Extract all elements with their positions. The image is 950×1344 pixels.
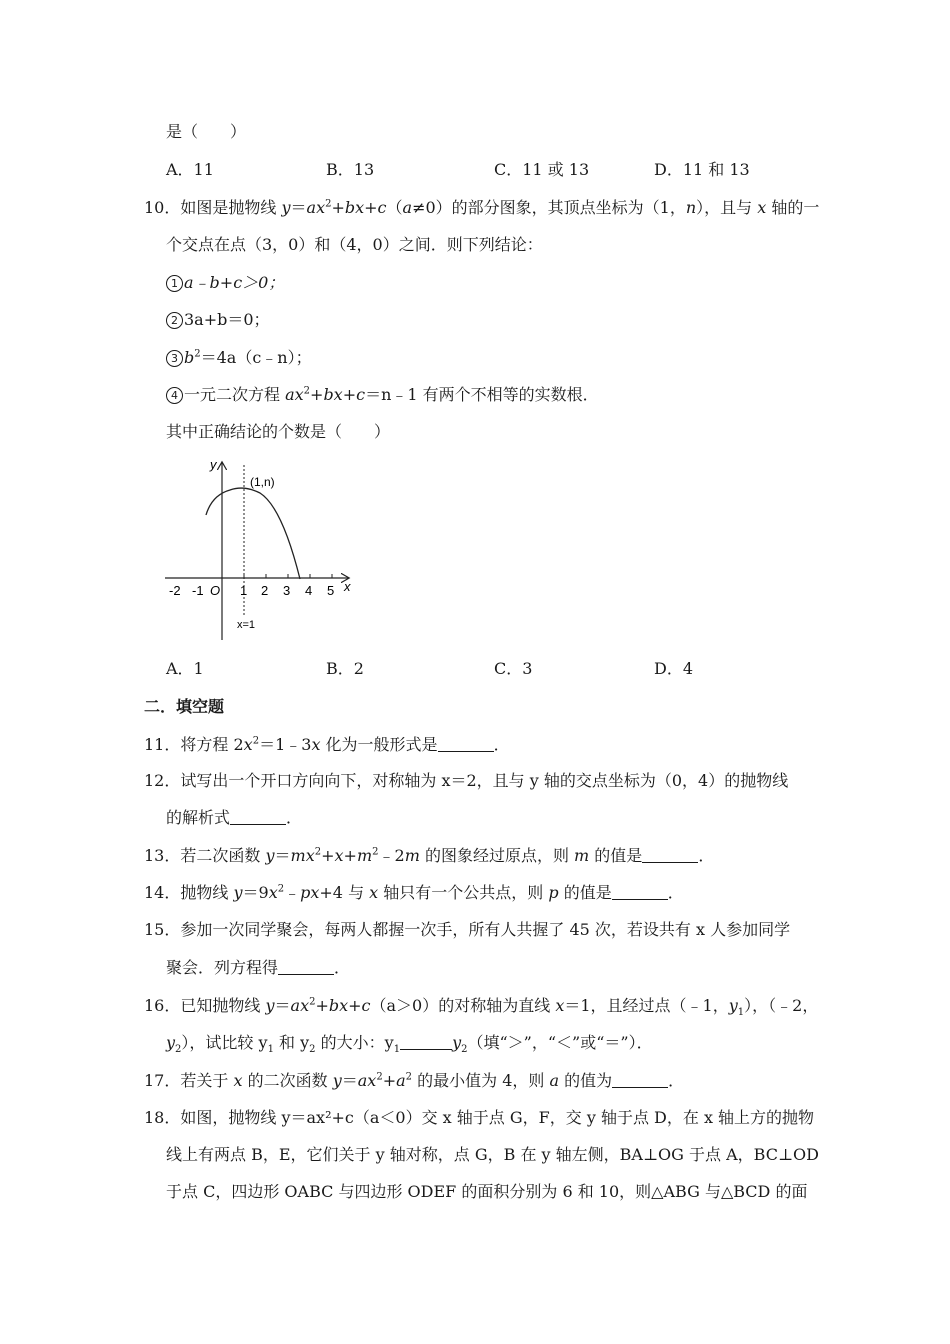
q18-line1: 18．如图，抛物线 y＝ax²+c（a＜0）交 x 轴于点 G，F，交 y 轴于点 D，在 x 轴上方的抛物	[144, 1108, 815, 1127]
answer-blank	[612, 883, 668, 900]
answer-blank	[230, 808, 286, 825]
tick-label: -1	[192, 583, 204, 598]
q16-line1: 16．已知抛物线 $y=ax^2+bx+c(a>0)$的对称轴为直线 x＝1，且经过点（﹣1，$y_1$），（﹣2，	[144, 996, 819, 1019]
q10-option-b: B．2	[326, 659, 364, 678]
q9-option-a: A．11	[166, 160, 214, 179]
q10-option-a: A．1	[166, 659, 204, 678]
tick-label: 3	[283, 583, 291, 598]
q9-option-b: B．13	[326, 160, 375, 179]
q10-line2: 个交点在点（3，0）和（4，0）之间．则下列结论：	[166, 235, 543, 254]
q18-line2: 线上有两点 B，E，它们关于 y 轴对称，点 G，B 在 y 轴左侧，BA⊥OG 于点 A，BC⊥OD	[166, 1145, 819, 1164]
answer-blank	[400, 1033, 452, 1050]
parabola-curve	[206, 488, 300, 579]
q10-option-c: C．3	[494, 659, 533, 678]
q12-line2: 的解析式 ．	[166, 808, 303, 827]
tick-label: 4	[305, 583, 313, 598]
section-heading: 二．填空题	[144, 697, 225, 716]
circled-number-2: 2	[166, 312, 183, 329]
circled-number-4: 4	[166, 387, 183, 404]
q12-line1: 12．试写出一个开口方向向下，对称轴为 x＝2，且与 y 轴的交点坐标为（0，4）的抛物线	[144, 771, 789, 790]
q10-conclusion-4: 4 一元二次方程 $ax^2+bx+c=n﹣1$ 有两个不相等的实数根．	[166, 385, 599, 405]
circled-number-1: 1	[166, 275, 183, 292]
symmetry-axis-label: x=1	[237, 619, 256, 631]
answer-blank	[438, 735, 494, 752]
q18-line3: 于点 C，四边形 OABC 与四边形 ODEF 的面积分别为 6 和 10，则△ABG 与△BCD 的面	[166, 1182, 808, 1201]
tick-label: 5	[327, 583, 335, 598]
origin-label: O	[210, 583, 221, 598]
answer-blank	[642, 846, 698, 863]
tick-label: 1	[240, 583, 248, 598]
q9-option-c: C．11 或 13	[494, 160, 590, 179]
q14: 14．抛物线 $y=9x^2﹣px+4$ 与 x 轴只有一个公共点，则 p 的值是 ．	[144, 883, 684, 902]
parabola-figure	[160, 455, 360, 645]
y-axis-label: y	[210, 457, 217, 472]
q9-tail: 是（ ）	[166, 122, 247, 141]
answer-blank	[278, 958, 334, 975]
x-axis-label: x	[344, 579, 351, 594]
answer-blank	[612, 1071, 668, 1088]
q13: 13．若二次函数 $y=mx^2+x+m^2﹣2m$ 的图象经过原点，则 m 的值是 ．	[144, 846, 715, 865]
tick-label: 2	[261, 583, 269, 598]
q16-line2: $y_2$），试比较 $y_1$ 和 $y_2$ 的大小：$y_1$ $y_2$（填“＞”，“＜”或“＝”）．	[166, 1033, 653, 1056]
q10-conclusion-1: 1 a﹣b+c＞0；	[166, 273, 284, 293]
q11: 11．将方程 $2x^2=1﹣3x$ 化为一般形式是 ．	[144, 735, 510, 754]
q10-conclusion-3: 3 $b^2=4a(c﹣n)$；	[166, 348, 312, 368]
q9-option-d: D．11 和 13	[654, 160, 750, 179]
circled-number-3: 3	[166, 350, 183, 367]
q10-option-d: D．4	[654, 659, 694, 678]
q10-question: 其中正确结论的个数是（ ）	[166, 422, 391, 441]
q10-conclusion-2: 2 3a+b＝0；	[166, 310, 270, 330]
tick-label: -2	[169, 583, 181, 598]
q17: 17．若关于 x 的二次函数 $y=ax^2+a^2$ 的最小值为 4，则 a 的值为 ．	[144, 1071, 685, 1090]
q15-line1: 15．参加一次同学聚会，每两人都握一次手，所有人共握了 45 次，若设共有 x 人参加同学	[144, 920, 791, 939]
vertex-label: (1,n)	[250, 475, 275, 489]
q15-line2: 聚会．列方程得 ．	[166, 958, 351, 977]
q10-line1: 10．如图是抛物线 $y=ax^2+bx+c(a\ne 0)$的部分图象，其顶点坐标为（1，n），且与 x 轴的一	[144, 198, 820, 217]
